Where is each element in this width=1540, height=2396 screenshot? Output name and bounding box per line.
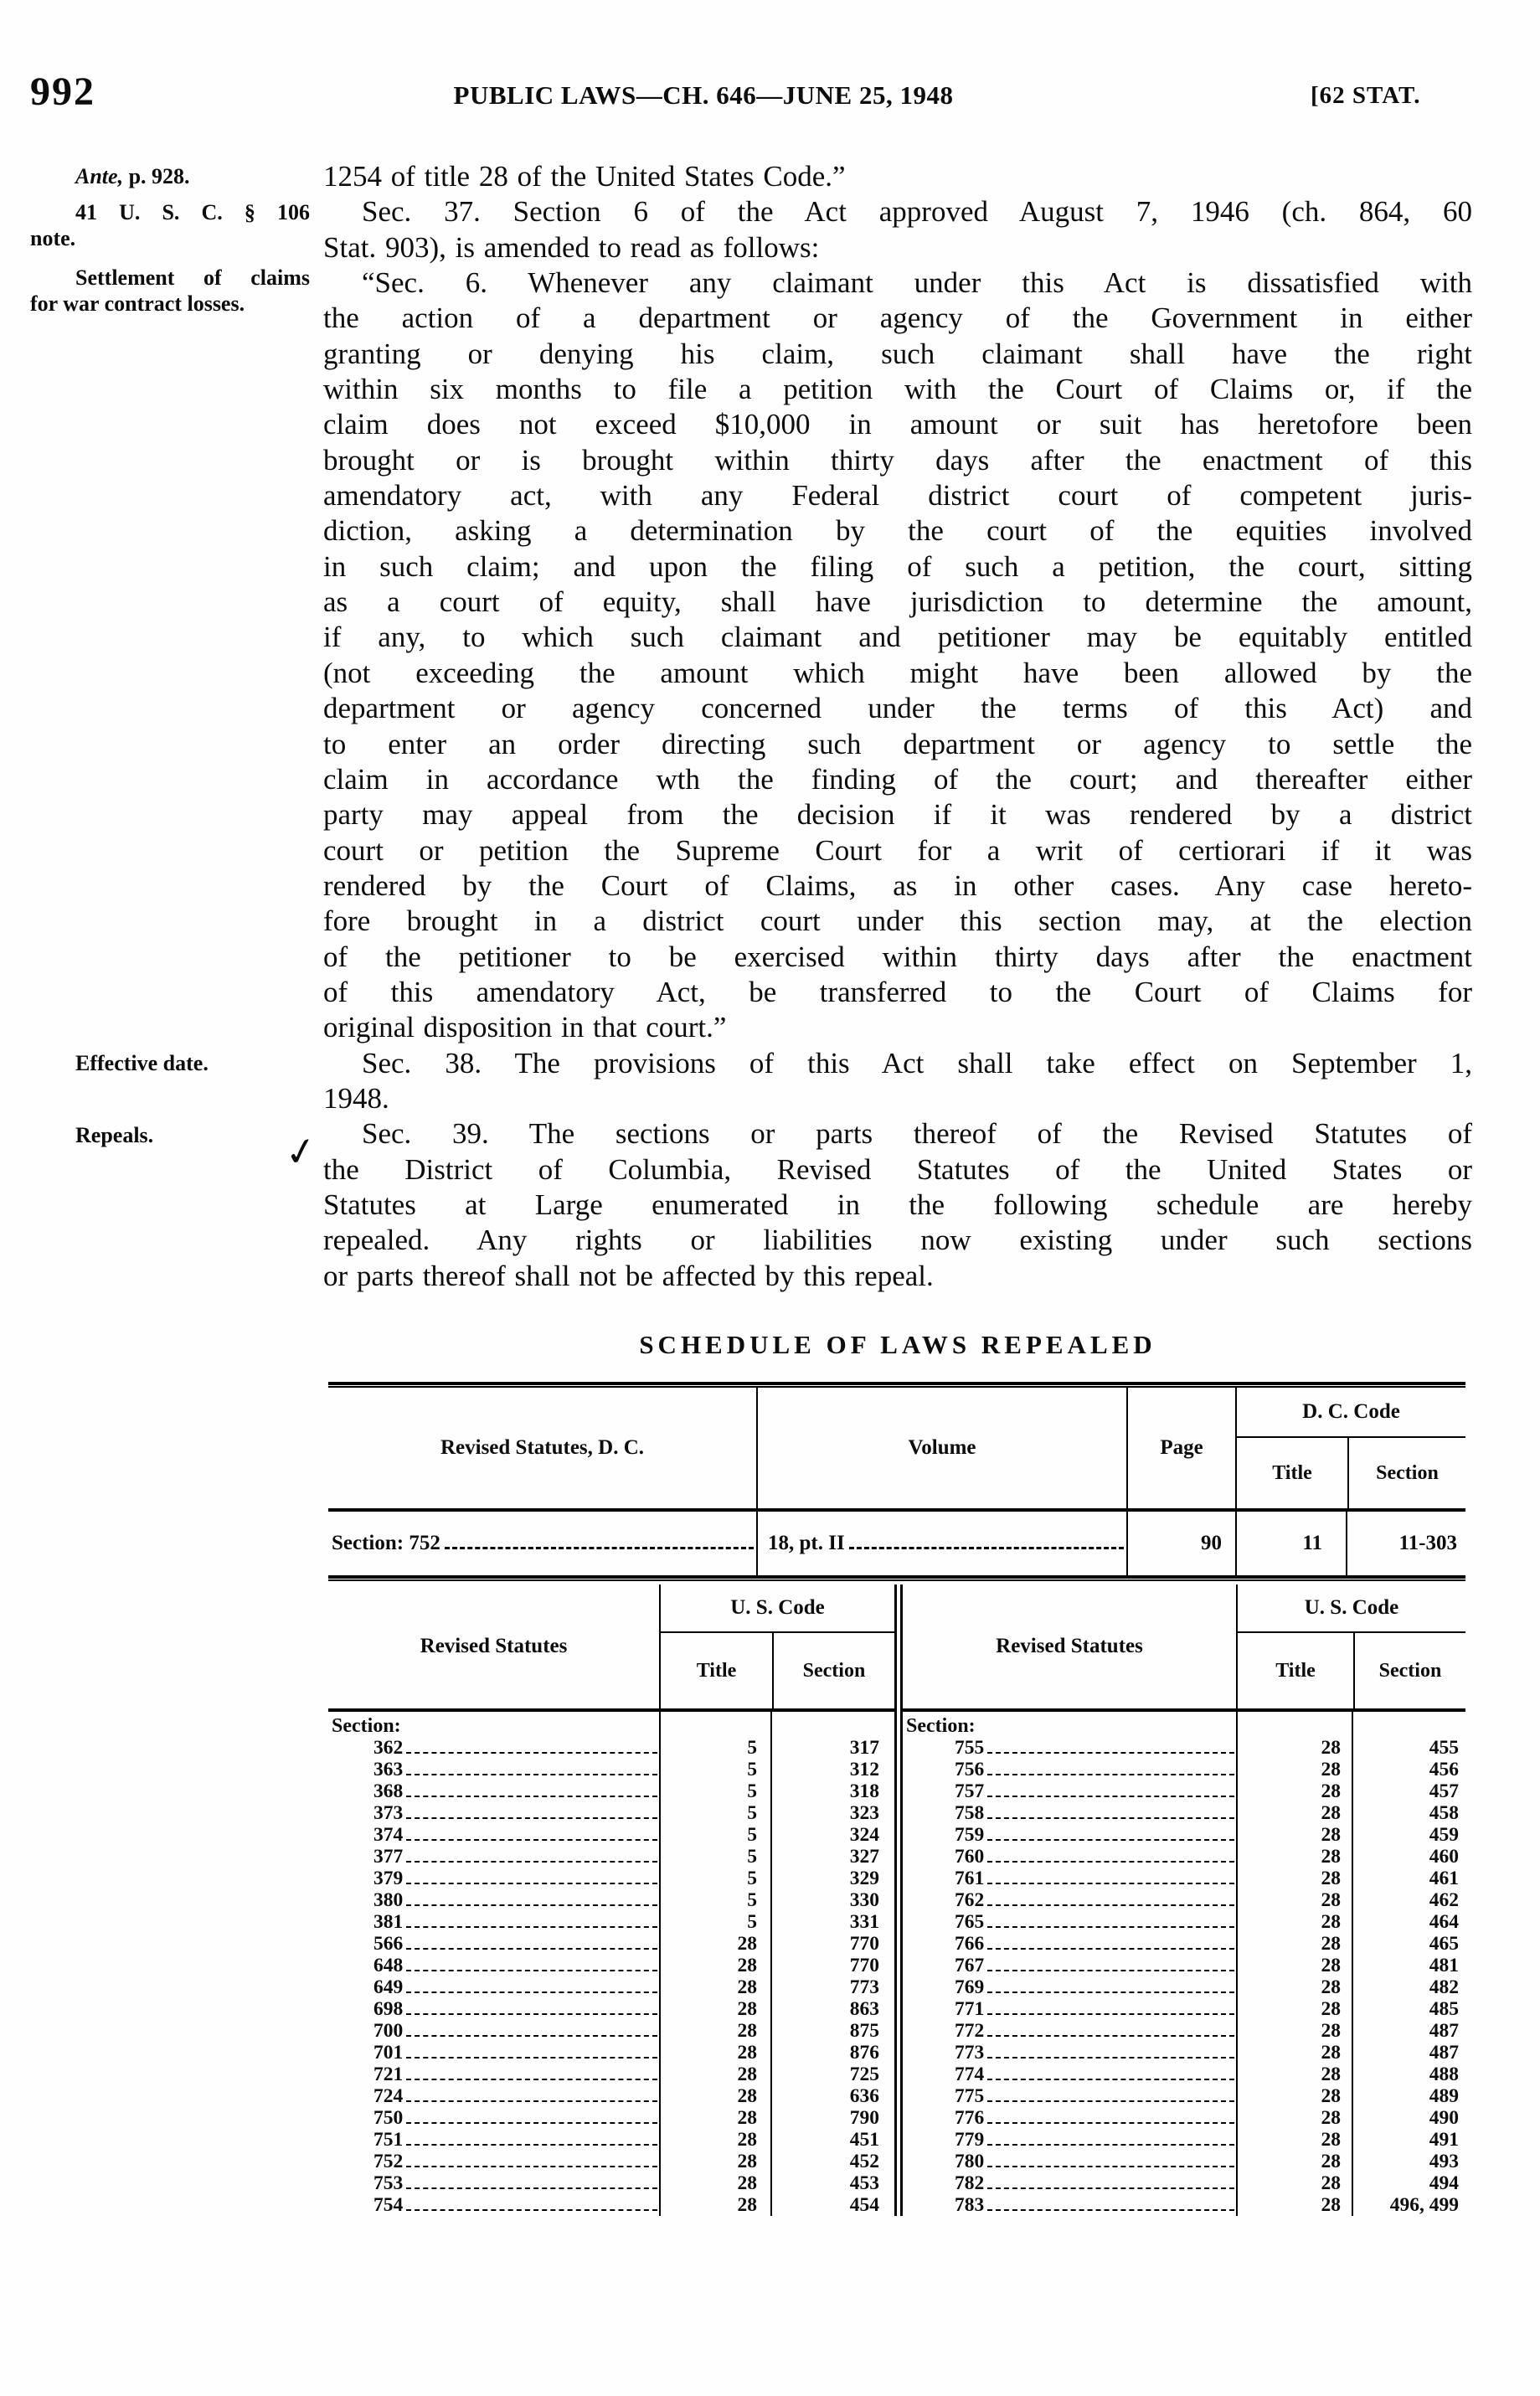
table-row (328, 2085, 894, 2107)
statute-section-cell: 758 (955, 1802, 985, 1824)
section-cell: 790 (770, 2107, 894, 2129)
column-header-section: Section (1353, 1633, 1465, 1708)
margin-note-ante-lead: Ante, (75, 164, 124, 188)
statute-section-cell: 698 (373, 1998, 404, 2020)
body-line: rendered by the Court of Claims, as in other cases. Any case hereto- (323, 868, 1472, 902)
section-cell: 318 (770, 1780, 894, 1802)
body-line: Sec. 39. The sections or parts thereof of the Revised Statutes of (362, 1117, 1472, 1151)
title-cell: 5 (659, 1802, 770, 1824)
title-cell: 28 (659, 2107, 770, 2129)
statute-section-cell: 363 (373, 1759, 404, 1780)
section-cell: 481 (1352, 1955, 1465, 1976)
title-cell: 28 (659, 2020, 770, 2042)
section-cell: 464 (1352, 1911, 1465, 1933)
body-line: Stat. 903), is amended to read as follows: (323, 230, 820, 264)
section-cell: 327 (770, 1846, 894, 1868)
table-row (903, 1780, 1465, 1802)
table-row (903, 2020, 1465, 2042)
body-line: within six months to file a petition with the Court of Claims or, if the (323, 373, 1472, 406)
section-cell: 455 (1352, 1737, 1465, 1759)
table-row (328, 2107, 894, 2129)
title-cell: 28 (1236, 2194, 1352, 2216)
table-row (903, 1911, 1465, 1933)
statute-section-cell: 767 (955, 1955, 985, 1976)
section-cell: 482 (1352, 1976, 1465, 1998)
section-cell: 465 (1352, 1933, 1465, 1955)
statute-section-cell: 754 (373, 2194, 404, 2216)
section-cell: 490 (1352, 2107, 1465, 2129)
column-header-volume: Volume (756, 1388, 1126, 1508)
table-row (328, 1998, 894, 2020)
body-line: 1948. (323, 1081, 389, 1115)
body-line: in such claim; and upon the filing of such a petition, the court, sitting (323, 549, 1472, 583)
statute-section-cell: 724 (373, 2085, 404, 2107)
margin-note-effective-date: Effective date. (75, 1051, 209, 1075)
statute-section-cell: 700 (373, 2020, 404, 2042)
statute-section-cell: 756 (955, 1759, 985, 1780)
title-cell: 28 (1236, 1759, 1352, 1780)
table-row (328, 1868, 894, 1889)
table-row (903, 2042, 1465, 2064)
table-row (328, 2020, 894, 2042)
table-row (328, 2194, 894, 2216)
body-line: to enter an order directing such department or agency to settle the (323, 727, 1472, 760)
table-row (328, 1955, 894, 1976)
statute-section-cell: 752 (373, 2151, 404, 2172)
section-cell: 493 (1352, 2151, 1465, 2172)
statute-section-cell: 762 (955, 1889, 985, 1911)
statute-section-cell: 362 (373, 1737, 404, 1759)
body-line: repealed. Any rights or liabilities now existing under such sections (323, 1224, 1472, 1257)
section-cell: 491 (1352, 2129, 1465, 2151)
section-cell: 875 (770, 2020, 894, 2042)
column-header-dc-code-group (1235, 1388, 1465, 1508)
column-header-revised-statutes-dc: Revised Statutes, D. C. (440, 1436, 645, 1459)
body-line: department or agency concerned under the terms of this Act) and (323, 692, 1472, 725)
table-row (328, 1737, 894, 1759)
column-header-us-code: U. S. Code (661, 1584, 894, 1633)
body-line: of this amendatory Act, be transferred to the Court of Claims for (323, 975, 1472, 1008)
statute-section-cell: 771 (955, 1998, 985, 2020)
title-cell: 28 (659, 1933, 770, 1955)
title-cell: 28 (1236, 2064, 1352, 2085)
table-row (903, 1802, 1465, 1824)
section-cell: 451 (770, 2129, 894, 2151)
statute-section-cell: 566 (373, 1933, 404, 1955)
statute-section-cell: 766 (955, 1933, 985, 1955)
title-cell: 28 (1236, 1737, 1352, 1759)
title-cell: 28 (659, 2151, 770, 2172)
volume-cell: 18, pt. II (768, 1532, 845, 1554)
section-cell: 770 (770, 1933, 894, 1955)
column-header-title: Title (696, 1659, 737, 1682)
body-line: claim does not exceed $10,000 in amount or suit has heretofore been (323, 408, 1472, 441)
section-cell: 317 (770, 1737, 894, 1759)
title-cell: 28 (1236, 1998, 1352, 2020)
section-cell: 324 (770, 1824, 894, 1846)
statute-section-cell: 750 (373, 2107, 404, 2129)
section-cell: 323 (770, 1802, 894, 1824)
title-cell: 28 (1236, 1780, 1352, 1802)
body-line: (not exceeding the amount which might have been allowed by the (323, 656, 1472, 689)
section-cell: 458 (1352, 1802, 1465, 1824)
table-row (328, 2129, 894, 2151)
table-row (903, 2107, 1465, 2129)
table-row (903, 1824, 1465, 1846)
body-line: “Sec. 6. Whenever any claimant under this Act is dissatisfied with (362, 266, 1472, 300)
table-bottom-rule (328, 1575, 1465, 1581)
section-cell: 773 (770, 1976, 894, 1998)
title-cell: 5 (659, 1780, 770, 1802)
title-cell: 28 (659, 2085, 770, 2107)
section-label-row: Section: (903, 1712, 1465, 1737)
table-row (328, 1780, 894, 1802)
statute-section-cell: 373 (373, 1802, 404, 1824)
table-row (903, 1955, 1465, 1976)
column-header-section: Section (772, 1633, 894, 1708)
table-row (903, 2129, 1465, 2151)
statute-section-cell: 649 (373, 1976, 404, 1998)
title-cell: 28 (1236, 1889, 1352, 1911)
stat-volume-reference: [62 STAT. (1311, 82, 1421, 109)
body-line: fore brought in a district court under this section may, at the election (323, 904, 1472, 938)
title-cell: 28 (1236, 1846, 1352, 1868)
running-header: PUBLIC LAWS—CH. 646—JUNE 25, 1948 (453, 80, 954, 110)
title-cell: 28 (1236, 2085, 1352, 2107)
section-cell: 488 (1352, 2064, 1465, 2085)
column-header-page: Page (1126, 1388, 1235, 1508)
title-cell: 5 (659, 1911, 770, 1933)
section-cell: 876 (770, 2042, 894, 2064)
table-row (328, 1846, 894, 1868)
title-cell: 28 (1236, 2151, 1352, 2172)
statute-section-cell: 780 (955, 2151, 985, 2172)
section-cell: 454 (770, 2194, 894, 2216)
title-cell: 5 (659, 1889, 770, 1911)
body-line: as a court of equity, shall have jurisdiction to determine the amount, (323, 585, 1472, 619)
table-row (328, 1976, 894, 1998)
section-cell: 460 (1352, 1846, 1465, 1868)
title-cell: 28 (1236, 1868, 1352, 1889)
margin-note-settlement: Settlement of claims for war contract losses. (30, 265, 310, 316)
table-row (903, 2194, 1465, 2216)
body-line: court or petition the Supreme Court for a writ of certiorari if it was (323, 833, 1472, 867)
title-cell: 5 (659, 1824, 770, 1846)
body-line: granting or denying his claim, such claimant shall have the right (323, 337, 1472, 370)
statute-cell: Section: 752 (332, 1532, 440, 1554)
section-cell: 329 (770, 1868, 894, 1889)
body-line: amendatory act, with any Federal district court of competent juris- (323, 479, 1472, 513)
statute-section-cell: 774 (955, 2064, 985, 2085)
body-line: diction, asking a determination by the court of the equities involved (323, 514, 1472, 548)
section-cell: 330 (770, 1889, 894, 1911)
title-cell: 5 (659, 1759, 770, 1780)
table-row (328, 2151, 894, 2172)
title-cell: 28 (659, 1998, 770, 2020)
table-row (903, 1868, 1465, 1889)
table-row (903, 2172, 1465, 2194)
table-row (903, 1976, 1465, 1998)
statute-section-cell: 773 (955, 2042, 985, 2064)
title-cell: 5 (659, 1846, 770, 1868)
page-number: 992 (30, 70, 95, 114)
statute-section-cell: 775 (955, 2085, 985, 2107)
body-line: Sec. 37. Section 6 of the Act approved August 7, 1946 (ch. 864, 60 (362, 195, 1472, 229)
margin-note-repeals: Repeals. (75, 1123, 154, 1147)
column-header-dc-code: D. C. Code (1237, 1388, 1465, 1438)
title-cell: 28 (659, 2194, 770, 2216)
title-cell: 28 (1236, 2172, 1352, 2194)
statute-section-cell: 779 (955, 2129, 985, 2151)
section-cell: 496, 499 (1352, 2194, 1465, 2216)
body-line: 1254 of title 28 of the United States Code.” (323, 160, 846, 193)
column-header-title: Title (1275, 1659, 1316, 1682)
table-row (328, 1802, 894, 1824)
title-cell: 28 (659, 1955, 770, 1976)
section-cell: 452 (770, 2151, 894, 2172)
statute-section-cell: 381 (373, 1911, 404, 1933)
table-row (328, 1911, 894, 1933)
statute-section-cell: 753 (373, 2172, 404, 2194)
statute-section-cell: 765 (955, 1911, 985, 1933)
section-cell: 494 (1352, 2172, 1465, 2194)
table-top-rule (328, 1382, 1465, 1388)
statute-section-cell: 701 (373, 2042, 404, 2064)
column-header-revised-statutes: Revised Statutes (420, 1635, 568, 1657)
title-cell: 28 (1236, 2107, 1352, 2129)
table-row (903, 1889, 1465, 1911)
table-row (903, 1933, 1465, 1955)
table-row (903, 1759, 1465, 1780)
body-line: or parts thereof shall not be affected by this repeal. (323, 1259, 934, 1292)
statute-section-cell: 782 (955, 2172, 985, 2194)
table-row (903, 1998, 1465, 2020)
schedule-heading: SCHEDULE OF LAWS REPEALED (639, 1330, 1156, 1359)
section-cell: 487 (1352, 2042, 1465, 2064)
section-cell: 457 (1352, 1780, 1465, 1802)
section-cell: 485 (1352, 1998, 1465, 2020)
title-cell: 28 (1236, 2042, 1352, 2064)
dc-repeal-table (328, 1382, 1465, 1581)
table-row (328, 1889, 894, 1911)
table-row (328, 2172, 894, 2194)
body-line: original disposition in that court.” (323, 1011, 727, 1044)
us-code-table-right (903, 1584, 1465, 2216)
statute-section-cell: 377 (373, 1846, 404, 1868)
statute-section-cell: 374 (373, 1824, 404, 1846)
body-line: the District of Columbia, Revised Statutes of the United States or (323, 1152, 1472, 1186)
section-cell: 331 (770, 1911, 894, 1933)
body-line: claim in accordance wth the finding of the court; and thereafter either (323, 762, 1472, 796)
statute-section-cell: 368 (373, 1780, 404, 1802)
column-header-section: Section (1347, 1438, 1465, 1508)
us-code-table-left (328, 1584, 894, 2216)
statute-section-cell: 760 (955, 1846, 985, 1868)
section-cell: 863 (770, 1998, 894, 2020)
statute-section-cell: 380 (373, 1889, 404, 1911)
section-label-row: Section: (328, 1712, 894, 1737)
column-header-revised-statutes: Revised Statutes (996, 1635, 1143, 1657)
column-header-us-code: U. S. Code (1238, 1584, 1465, 1633)
title-cell: 28 (1236, 2129, 1352, 2151)
section-cell: 453 (770, 2172, 894, 2194)
title-cell: 28 (1236, 1933, 1352, 1955)
section-cell: 770 (770, 1955, 894, 1976)
section-cell: 312 (770, 1759, 894, 1780)
title-cell: 5 (659, 1868, 770, 1889)
section-cell: 456 (1352, 1759, 1465, 1780)
margin-note-ante-rest: p. 928. (123, 164, 190, 188)
body-line: party may appeal from the decision if it was rendered by a district (323, 798, 1472, 832)
statute-section-cell: 769 (955, 1976, 985, 1998)
section-cell: 459 (1352, 1824, 1465, 1846)
table-row (903, 2085, 1465, 2107)
statute-section-cell: 759 (955, 1824, 985, 1846)
body-line: of the petitioner to be exercised within thirty days after the enactment (323, 940, 1472, 973)
statute-section-cell: 761 (955, 1868, 985, 1889)
title-cell: 28 (659, 2042, 770, 2064)
title-cell: 5 (659, 1737, 770, 1759)
section-cell: 462 (1352, 1889, 1465, 1911)
statute-section-cell: 757 (955, 1780, 985, 1802)
table-row (903, 1846, 1465, 1868)
title-cell: 28 (659, 2129, 770, 2151)
section-cell: 487 (1352, 2020, 1465, 2042)
us-code-repeal-table (328, 1584, 1465, 2216)
title-cell: 28 (1236, 1976, 1352, 1998)
table-row (328, 2064, 894, 2085)
title-cell: 28 (1236, 1824, 1352, 1846)
title-cell: 11 (1235, 1512, 1346, 1575)
body-line: if any, to which such claimant and petitioner may be equitably entitled (323, 621, 1472, 654)
title-cell: 28 (1236, 1955, 1352, 1976)
title-cell: 28 (1236, 1911, 1352, 1933)
title-cell: 28 (659, 1976, 770, 1998)
body-line: Sec. 38. The provisions of this Act shall take effect on September 1, (362, 1046, 1472, 1079)
table-row (328, 1933, 894, 1955)
section-cell: 461 (1352, 1868, 1465, 1889)
table-row (328, 1759, 894, 1780)
body-line: brought or is brought within thirty days after the enactment of this (323, 443, 1472, 477)
table-row (903, 2151, 1465, 2172)
statute-section-cell: 751 (373, 2129, 404, 2151)
title-cell: 28 (659, 2064, 770, 2085)
column-header-title: Title (1272, 1461, 1312, 1484)
margin-note-usc-cite: 41 U. S. C. § 106 note. (30, 200, 310, 250)
statute-section-cell: 776 (955, 2107, 985, 2129)
table-center-divider (894, 1584, 903, 2216)
margin-note-ante (30, 163, 310, 189)
section-cell: 489 (1352, 2085, 1465, 2107)
us-code-table-right-header (903, 1584, 1465, 1712)
body-line: Statutes at Large enumerated in the following schedule are hereby (323, 1188, 1472, 1221)
body-text (323, 159, 1472, 1294)
us-code-table-left-header (328, 1584, 894, 1712)
statute-section-cell: 783 (955, 2194, 985, 2216)
section-cell: 636 (770, 2085, 894, 2107)
section-cell: 725 (770, 2064, 894, 2085)
table-row (903, 2064, 1465, 2085)
section-cell: 11-303 (1346, 1512, 1465, 1575)
title-cell: 28 (659, 2172, 770, 2194)
statute-section-cell: 379 (373, 1868, 404, 1889)
statute-section-cell: 772 (955, 2020, 985, 2042)
title-cell: 28 (1236, 2020, 1352, 2042)
table-row (328, 1824, 894, 1846)
table-row (328, 1512, 1465, 1575)
statute-section-cell: 648 (373, 1955, 404, 1976)
body-line: the action of a department or agency of the Government in either (323, 301, 1472, 335)
table-row (903, 1737, 1465, 1759)
check-mark: ✓ (281, 1126, 321, 1177)
statute-section-cell: 755 (955, 1737, 985, 1759)
table-row (328, 2042, 894, 2064)
dc-repeal-table-header (328, 1388, 1465, 1512)
statute-section-cell: 721 (373, 2064, 404, 2085)
title-cell: 28 (1236, 1802, 1352, 1824)
page-cell: 90 (1126, 1512, 1235, 1575)
